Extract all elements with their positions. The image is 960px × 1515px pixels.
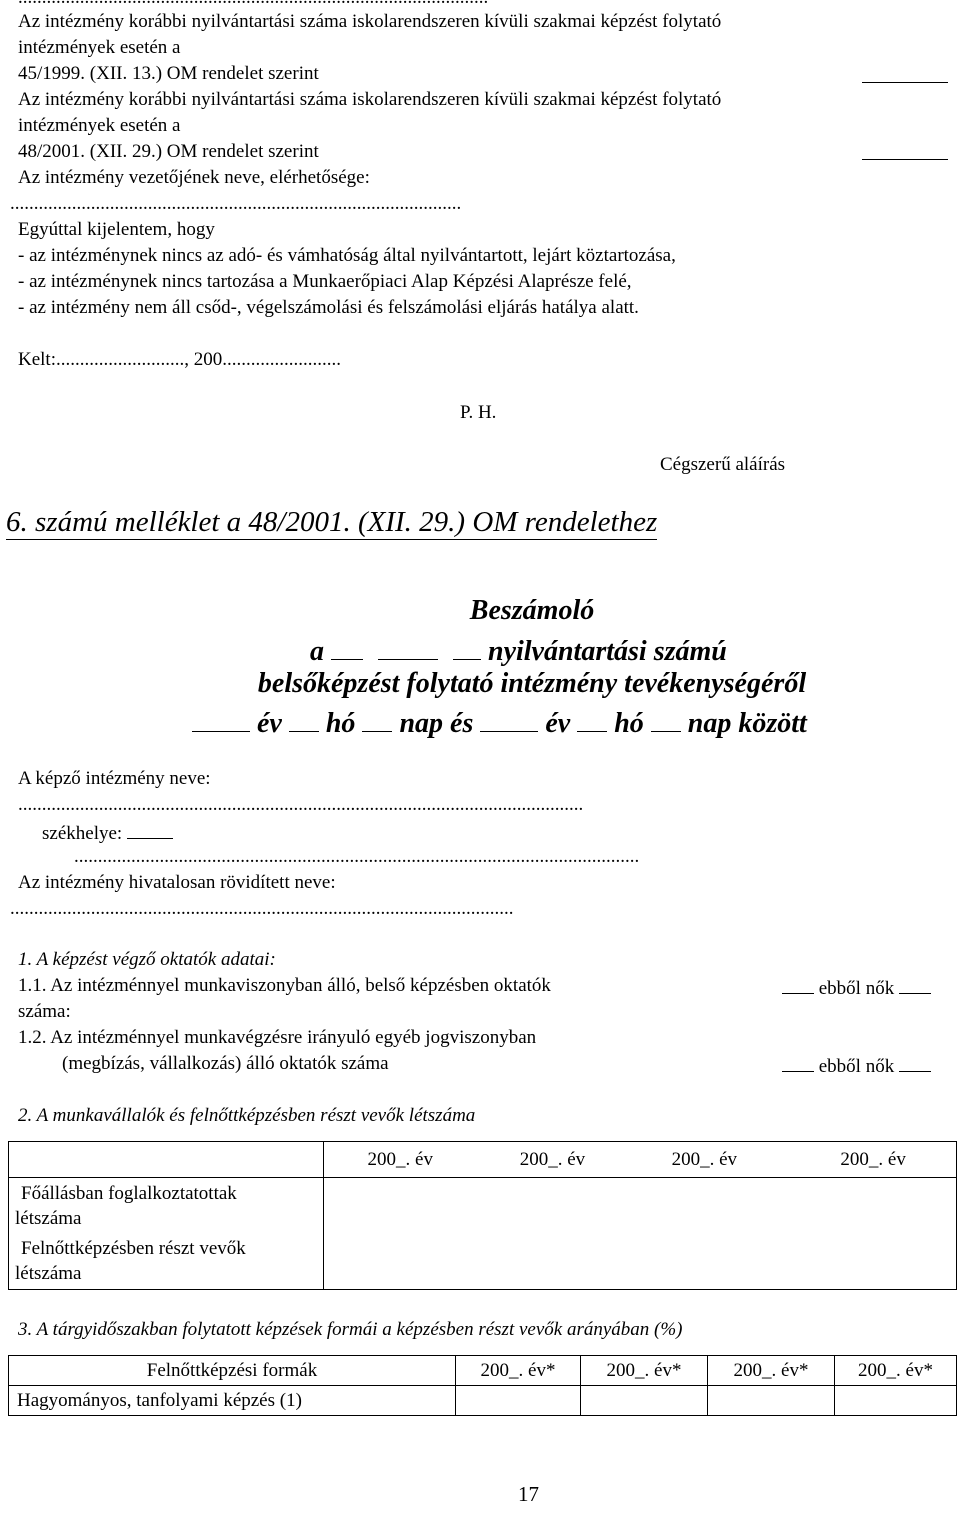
date-place-line[interactable]: Kelt:..........................., 200.........................	[18, 349, 341, 370]
seat-blank[interactable]	[127, 821, 173, 839]
staff-year-1: 200_. év	[324, 1142, 477, 1178]
page-number: 17	[518, 1482, 539, 1506]
section2-heading: 2. A munkavállalók és felnőttképzésben részt vevők létszáma	[18, 1105, 476, 1126]
staff-row-2-values[interactable]	[324, 1234, 957, 1290]
prev-reg-number-45-blank[interactable]	[862, 82, 948, 83]
report-title-a: a	[310, 636, 324, 668]
reg-number-blank-1[interactable]	[331, 634, 363, 660]
reg-number-blank-3[interactable]	[453, 634, 481, 660]
staff-row-1-label-a: Főállásban foglalkoztatottak	[21, 1182, 237, 1204]
prev-reg-number-48-blank[interactable]	[862, 159, 948, 160]
declaration-item-3: - az intézmény nem áll csőd-, végelszámolási és felszámolási eljárás hatálya alatt.	[18, 297, 639, 318]
prev-reg-number-48-label-a: Az intézmény korábbi nyilvántartási száma iskolarendszeren kívüli szakmai képzést folytató	[18, 89, 722, 110]
period-end-year-blank[interactable]	[480, 706, 538, 732]
staff-table	[8, 1141, 957, 1290]
training-row-1-cell-4[interactable]	[835, 1386, 957, 1416]
staff-year-2: 200_. év	[477, 1142, 629, 1178]
staff-row-1-label	[9, 1178, 324, 1234]
period-ho-2: hó	[614, 708, 644, 740]
item2-women-blank[interactable]	[899, 1054, 931, 1072]
period-nap-es: nap és	[399, 708, 474, 740]
staff-row-2-label-a: Felnőttképzésben részt vevők	[21, 1238, 246, 1260]
period-ev-1: év	[257, 708, 282, 740]
training-year-2: 200_. év*	[581, 1356, 708, 1386]
training-row-1-cell-3[interactable]	[708, 1386, 835, 1416]
prev-reg-number-45-label-b: intézmények esetén a	[18, 37, 181, 58]
head-contact-dots[interactable]: ...............................................................................................	[10, 193, 462, 214]
declaration-item-1: - az intézménynek nincs az adó- és vámhatóság által nyilvántartott, lejárt köztartozása,	[18, 245, 676, 266]
dots-line	[18, 0, 488, 7]
item2-ebbol-nok: ebből nők	[818, 1056, 895, 1078]
period-end-month-blank[interactable]	[577, 706, 607, 732]
staff-row-2-label-b: létszáma	[15, 1263, 82, 1285]
section3-heading: 3. A tárgyidőszakban folytatott képzések formái a képzésben részt vevők arányában (%)	[18, 1319, 683, 1340]
report-title-reg-number: nyilvántartási számú	[488, 636, 727, 668]
prev-reg-number-48-label-c: 48/2001. (XII. 29.) OM rendelet szerint	[18, 141, 319, 162]
reg-number-blank-2[interactable]	[378, 634, 438, 660]
staff-row-1-label-b: létszáma	[15, 1207, 82, 1229]
report-title: Beszámoló	[469, 595, 595, 626]
inst-name-dots[interactable]: .......................................................................................................................	[18, 794, 584, 815]
period-start-day-blank[interactable]	[362, 706, 392, 732]
period-ev-2: év	[545, 708, 571, 740]
period-start-year-blank[interactable]	[192, 706, 250, 732]
seat-label: székhelye:	[42, 823, 123, 845]
annex-heading: 6. számú melléklet a 48/2001. (XII. 29.) OM rendelethez	[6, 506, 658, 538]
period-nap-kozott: nap között	[687, 708, 807, 740]
staff-row-2-label	[9, 1234, 324, 1290]
period-start-month-blank[interactable]	[289, 706, 319, 732]
section1-heading: 1. A képzést végző oktatók adatai:	[18, 949, 276, 970]
training-row-1-cell-1[interactable]	[456, 1386, 581, 1416]
period-ho-1: hó	[325, 708, 356, 740]
item1-count-blank[interactable]	[782, 976, 814, 994]
head-contact-label: Az intézmény vezetőjének neve, elérhetősége:	[18, 167, 370, 188]
training-year-1: 200_. év*	[456, 1356, 581, 1386]
staff-year-3: 200_. év	[628, 1142, 780, 1178]
short-name-label: Az intézmény hivatalosan rövidített neve:	[18, 872, 336, 893]
training-forms-col-header: Felnőttképzési formák	[9, 1356, 456, 1386]
seat-label-line	[42, 821, 173, 843]
item1-ebbol-nok: ebből nők	[818, 978, 895, 1000]
training-row-1-label: Hagyományos, tanfolyami képzés (1)	[9, 1386, 456, 1416]
section1-item1-count-line	[782, 976, 931, 998]
training-row-1-cell-2[interactable]	[581, 1386, 708, 1416]
section1-item2-count-line	[782, 1054, 931, 1076]
section1-item2-line2: (megbízás, vállalkozás) álló oktatók száma	[62, 1053, 389, 1074]
declaration-item-2: - az intézménynek nincs tartozása a Munkaerőpiaci Alap Képzési Alaprésze felé,	[18, 271, 632, 292]
section1-item2-line1: 1.2. Az intézménnyel munkavégzésre irányuló egyéb jogviszonyban	[18, 1027, 537, 1048]
period-end-day-blank[interactable]	[651, 706, 681, 732]
section1-item1-line1: 1.1. Az intézménnyel munkaviszonyban álló, belső képzésben oktatók	[18, 975, 551, 996]
training-forms-table	[8, 1355, 957, 1416]
signature-label: Cégszerű aláírás	[660, 454, 786, 475]
training-year-4: 200_. év*	[835, 1356, 957, 1386]
prev-reg-number-45-label-c: 45/1999. (XII. 13.) OM rendelet szerint	[18, 63, 319, 84]
report-title-line2	[310, 634, 727, 666]
inst-name-label: A képző intézmény neve:	[18, 768, 211, 789]
report-period-line	[192, 706, 807, 738]
staff-year-4: 200_. év	[780, 1142, 956, 1178]
training-year-3: 200_. év*	[708, 1356, 835, 1386]
seat-dots[interactable]: .......................................................................................................................	[74, 846, 640, 867]
prev-reg-number-45-label-a: Az intézmény korábbi nyilvántartási száma iskolarendszeren kívüli szakmai képzést folytató	[18, 11, 722, 32]
prev-reg-number-48-label-b: intézmények esetén a	[18, 115, 181, 136]
staff-row-1-values[interactable]	[324, 1178, 957, 1234]
declaration-intro: Egyúttal kijelentem, hogy	[18, 219, 215, 240]
stamp-placeholder: P. H.	[460, 402, 497, 423]
item2-count-blank[interactable]	[782, 1054, 814, 1072]
item1-women-blank[interactable]	[899, 976, 931, 994]
report-title-line3: belsőképzést folytató intézmény tevékenységéről	[257, 668, 807, 699]
staff-table-corner	[9, 1142, 324, 1178]
section1-item1-line2: száma:	[18, 1001, 71, 1022]
short-name-dots[interactable]: ..........................................................................................................	[10, 898, 514, 919]
